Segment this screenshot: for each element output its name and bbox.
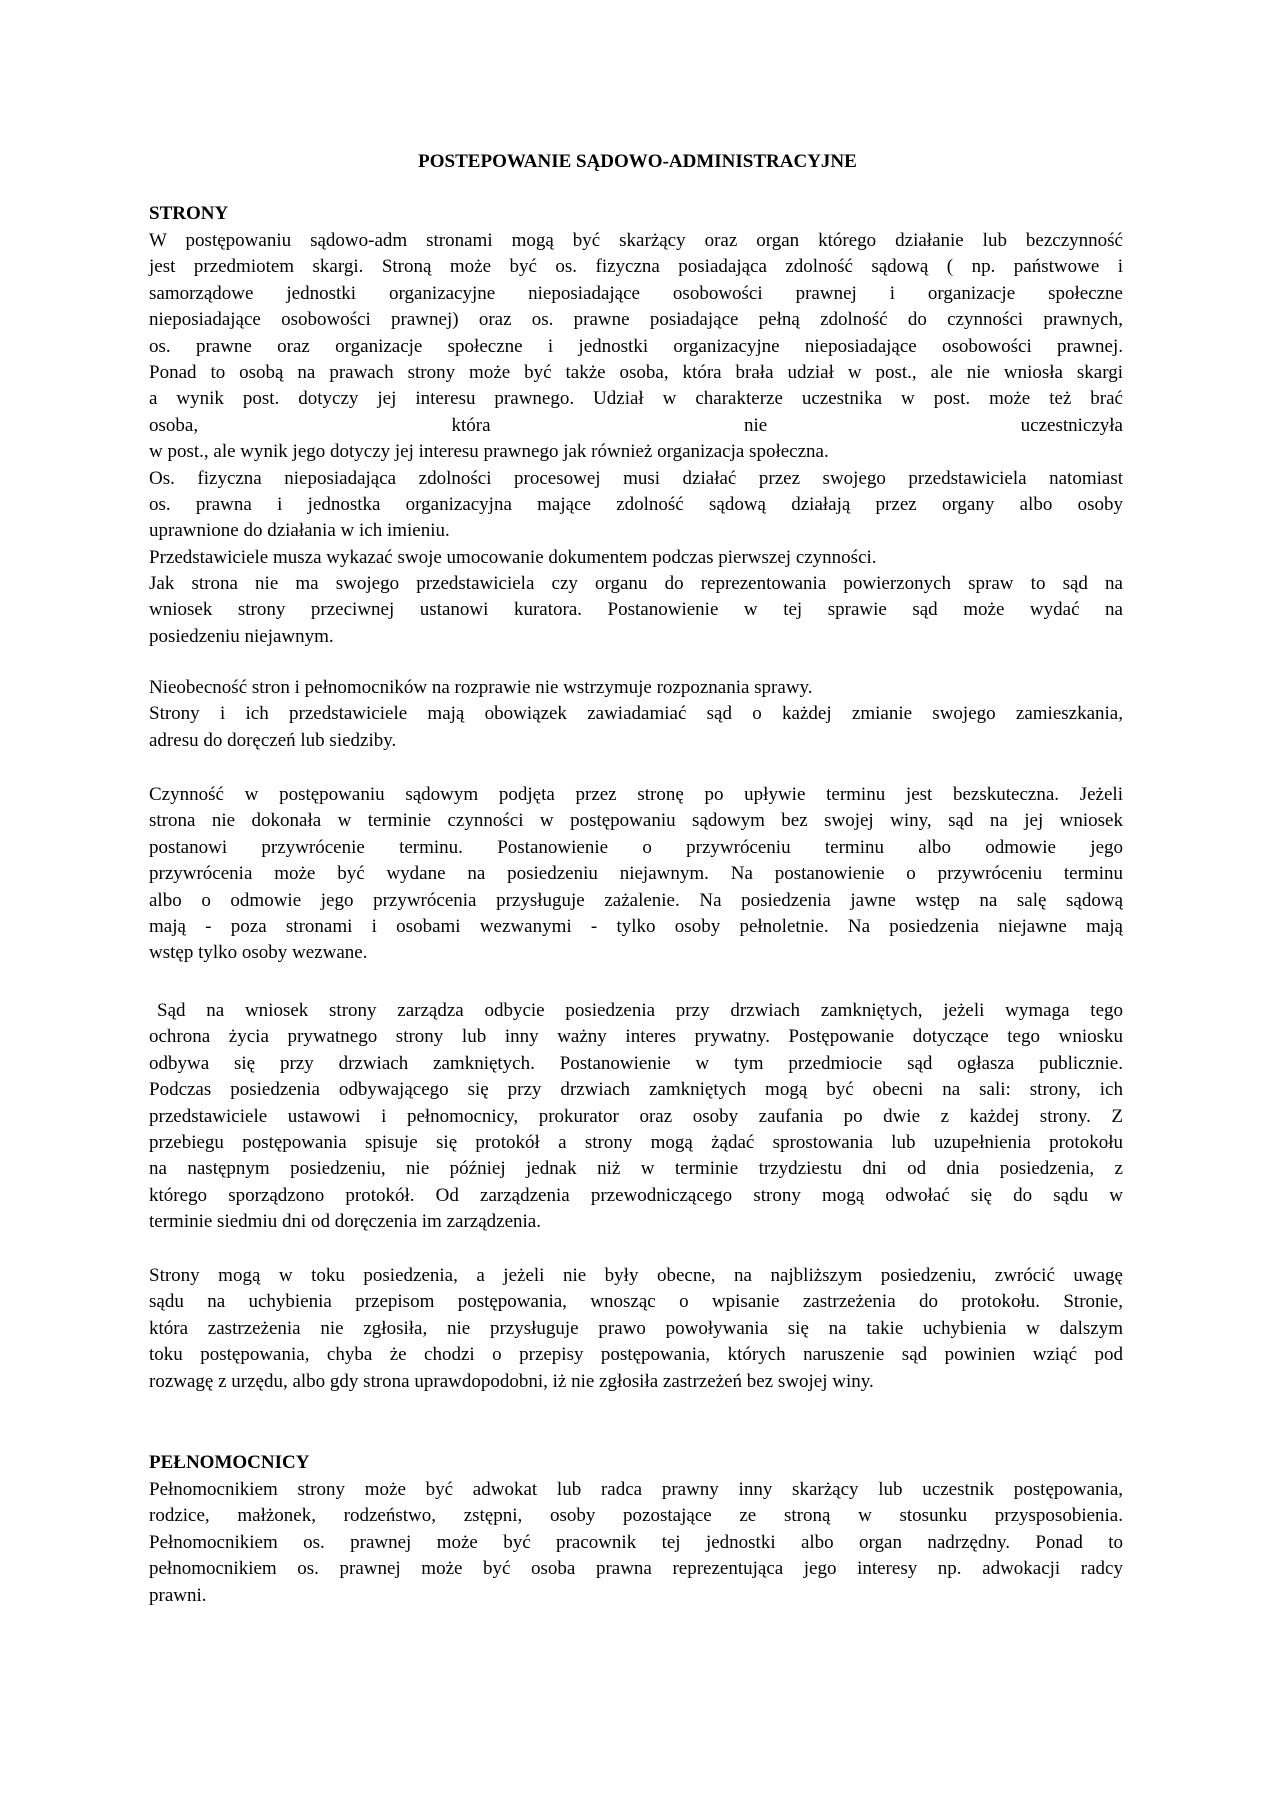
text-line: Podczas posiedzenia odbywającego się przy drzwiach zamkniętych mogą być obecni na sali: strony, ich (149, 1079, 1123, 1101)
text-line: wstęp tylko osoby wezwane. (149, 942, 368, 964)
text-line: os. prawne oraz organizacje społeczne i jednostki organizacyjne nieposiadające osobowości prawnej. (149, 335, 1123, 357)
text-line: samorządowe jednostki organizacyjne nieposiadające osobowości prawnej i organizacje społeczne (149, 282, 1123, 304)
paragraph (149, 675, 1123, 701)
text-line: nieposiadające osobowości prawnej) oraz os. prawne posiadające pełną zdolność do czynności prawnych, (149, 309, 1123, 331)
text-line: albo o odmowie jego przywrócenia przysługuje zażalenie. Na posiedzenia jawne wstęp na salę sądową (149, 889, 1123, 911)
text-line: Strony i ich przedstawiciele mają obowiązek zawiadamiać sąd o każdej zmianie swojego zamieszkania, (149, 703, 1123, 725)
text-line: osoba, która nie uczestniczyła (149, 414, 1123, 436)
text-line: na następnym posiedzeniu, nie później jednak niż w terminie trzydziestu dni od dnia posiedzenia, z (149, 1158, 1123, 1180)
paragraph (149, 1263, 1123, 1395)
text-line: Os. fizyczna nieposiadająca zdolności procesowej musi działać przez swojego przedstawiciela natomiast (149, 467, 1123, 489)
text-line: Strony mogą w toku posiedzenia, a jeżeli nie były obecne, na najbliższym posiedzeniu, zwrócić uwagę (149, 1265, 1123, 1286)
text-line: mają - poza stronami i osobami wezwanymi - tylko osoby pełnoletnie. Na posiedzenia niejawne mają (149, 915, 1123, 937)
paragraph (149, 228, 1123, 466)
text-line: W postępowaniu sądowo-adm stronami mogą być skarżący oraz organ którego działanie lub bezczynność (149, 230, 1123, 251)
text-line: Czynność w postępowaniu sądowym podjęta przez stronę po upływie terminu jest bezskuteczna. Jeżeli (149, 784, 1123, 805)
text-line: Przedstawiciele musza wykazać swoje umocowanie dokumentem podczas pierwszej czynności. (149, 546, 877, 568)
text-block-strony (149, 228, 1123, 650)
text-block-czynnosc (149, 782, 1123, 967)
text-line: rozwagę z urzędu, albo gdy strona uprawdopodobni, iż nie zgłosiła zastrzeżeń bez swojej winy. (149, 1370, 874, 1392)
text-line: a wynik post. dotyczy jej interesu prawnego. Udział w charakterze uczestnika w post. może też brać (149, 388, 1123, 410)
text-line: jest przedmiotem skargi. Stroną może być os. fizyczna posiadająca zdolność sądową ( np. państwowe i (149, 256, 1123, 278)
text-line: toku postępowania, chyba że chodzi o przepisy postępowania, których naruszenie sąd powinien wziąć pod (149, 1344, 1123, 1366)
text-line: terminie siedmiu dni od doręczenia im zarządzenia. (149, 1211, 541, 1233)
text-line: posiedzeniu niejawnym. (149, 625, 334, 647)
text-line: uprawnione do działania w ich imieniu. (149, 520, 450, 542)
text-line: wniosek strony przeciwnej ustanowi kuratora. Postanowienie w tej sprawie sąd może wydać na (149, 599, 1123, 621)
text-line: sądu na uchybienia przepisom postępowania, wnosząc o wpisanie zastrzeżenia do protokołu. Stronie, (149, 1291, 1123, 1313)
text-block-pelnomocnicy (149, 1477, 1123, 1609)
text-line: przebiegu postępowania spisuje się protokół a strony mogą żądać sprostowania lub uzupełnienia protokołu (149, 1131, 1123, 1153)
text-block-uchybienia (149, 1263, 1123, 1395)
text-block-nieobecnosc (149, 675, 1123, 754)
text-line: Ponad to osobą na prawach strony może być także osoba, która brała udział w post., ale nie wniosła skargi (149, 361, 1123, 383)
paragraph (149, 466, 1123, 545)
paragraph (149, 701, 1123, 754)
paragraph (149, 545, 1123, 571)
text-line: przedstawiciele ustawowi i pełnomocnicy, prokurator oraz osoby zaufania po dwie z każdej strony. Z (149, 1105, 1123, 1127)
section-heading-strony: STRONY (149, 203, 229, 224)
text-line: przywrócenia może być wydane na posiedzeniu niejawnym. Na postanowienie o przywróceniu terminu (149, 863, 1123, 885)
text-line: Sąd na wniosek strony zarządza odbycie posiedzenia przy drzwiach zamkniętych, jeżeli wymaga tego (157, 1000, 1123, 1021)
text-line: rodzice, małżonek, rodzeństwo, zstępni, osoby pozostające ze stroną w stosunku przysposobienia. (149, 1505, 1123, 1527)
text-line: os. prawna i jednostka organizacyjna mające zdolność sądową działają przez organy albo osoby (149, 493, 1123, 515)
paragraph (149, 998, 1123, 1236)
paragraph (149, 782, 1123, 967)
paragraph (149, 1477, 1123, 1609)
text-line: postanowi przywrócenie terminu. Postanowienie o przywróceniu terminu albo odmowie jego (149, 836, 1123, 858)
text-line: prawni. (149, 1584, 207, 1606)
paragraph (149, 571, 1123, 650)
document-title: POSTEPOWANIE SĄDOWO-ADMINISTRACYJNE (418, 151, 857, 172)
text-line: Pełnomocnikiem strony może być adwokat lub radca prawny inny skarżący lub uczestnik postępowania, (149, 1479, 1123, 1500)
text-block-drzwi-zamkniete (149, 998, 1123, 1236)
text-line: strona nie dokonała w terminie czynności w postępowaniu sądowym bez swojej winy, sąd na jej wniosek (149, 810, 1123, 832)
text-line: Pełnomocnikiem os. prawnej może być pracownik tej jednostki albo organ nadrzędny. Ponad to (149, 1531, 1123, 1553)
section-heading-pelnomocnicy: PEŁNOMOCNICY (149, 1452, 310, 1473)
text-line: pełnomocnikiem os. prawnej może być osoba prawna reprezentująca jego interesy np. adwokacji radcy (149, 1558, 1123, 1580)
text-line: Jak strona nie ma swojego przedstawiciela czy organu do reprezentowania powierzonych spraw to sąd na (149, 573, 1123, 595)
text-line: adresu do doręczeń lub siedziby. (149, 729, 397, 751)
text-line: odbywa się przy drzwiach zamkniętych. Postanowienie w tym przedmiocie sąd ogłasza publicznie. (149, 1052, 1123, 1074)
text-line: ochrona życia prywatnego strony lub inny ważny interes prywatny. Postępowanie dotyczące tego wniosku (149, 1026, 1123, 1048)
text-line: którego sporządzono protokół. Od zarządzenia przewodniczącego strony mogą odwołać się do sądu w (149, 1184, 1123, 1206)
text-line: w post., ale wynik jego dotyczy jej interesu prawnego jak również organizacja społeczna. (149, 441, 829, 463)
text-line: Nieobecność stron i pełnomocników na rozprawie nie wstrzymuje rozpoznania sprawy. (149, 677, 813, 698)
text-line: która zastrzeżenia nie zgłosiła, nie przysługuje prawo powoływania się na takie uchybienia w dalszym (149, 1317, 1123, 1339)
